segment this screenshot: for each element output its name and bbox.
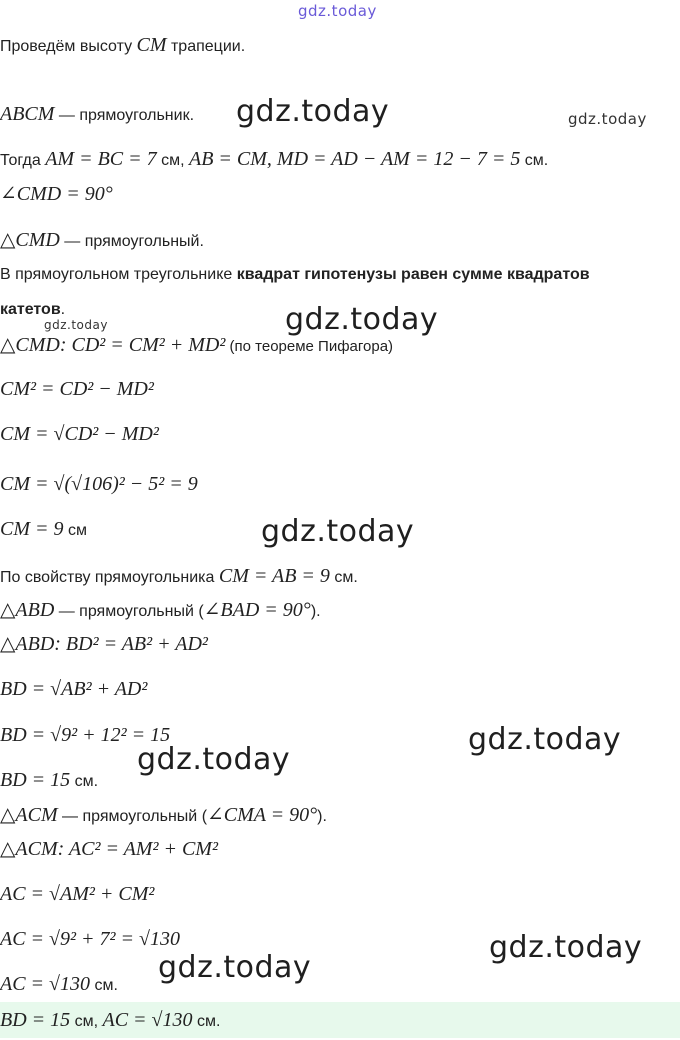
- watermark-large: gdz.today: [137, 742, 291, 777]
- solution-line-13: По свойству прямоугольника CM = AB = 9 см.: [0, 565, 358, 587]
- solution-line-17: BD = √9² + 12² = 15: [0, 724, 171, 746]
- solution-line-20: △ACM: AC² = AM² + CM²: [0, 838, 218, 860]
- solution-line-16: BD = √AB² + AD²: [0, 678, 148, 700]
- solution-line-3: Тогда AM = BC = 7 см, AB = CM, MD = AD − AM = 12 − 7 = 5 см.: [0, 148, 549, 170]
- watermark-large: gdz.today: [158, 950, 312, 985]
- solution-line-9: CM² = CD² − MD²: [0, 378, 154, 400]
- solution-line-18: BD = 15 см.: [0, 769, 99, 791]
- solution-line-6: В прямоугольном треугольнике квадрат гипотенузы равен сумме квадратов: [0, 266, 590, 283]
- solution-line-4: ∠CMD = 90°: [0, 183, 113, 205]
- solution-line-15: △ABD: BD² = AB² + AD²: [0, 633, 208, 655]
- watermark-small: gdz.today: [568, 110, 647, 128]
- solution-line-21: AC = √AM² + CM²: [0, 883, 155, 905]
- watermark-large: gdz.today: [468, 722, 622, 757]
- solution-line-1: Проведём высоту CM трапеции.: [0, 34, 246, 56]
- solution-line-5: △CMD — прямоугольный.: [0, 229, 204, 251]
- solution-line-7: катетов.: [0, 301, 66, 318]
- watermark-large: gdz.today: [261, 514, 415, 549]
- solution-line-23: AC = √130 см.: [0, 973, 118, 995]
- watermark-large: gdz.today: [489, 930, 643, 965]
- solution-line-22: AC = √9² + 7² = √130: [0, 928, 180, 950]
- solution-line-19: △ACM — прямоугольный (∠CMA = 90°).: [0, 804, 327, 826]
- watermark-small: gdz.today: [44, 318, 108, 332]
- solution-line-12: CM = 9 см: [0, 518, 87, 540]
- solution-line-2: ABCM — прямоугольник.: [0, 103, 195, 125]
- watermark-top: gdz.today: [298, 2, 377, 20]
- solution-line-11: CM = √(√106)² − 5² = 9: [0, 473, 198, 495]
- solution-line-10: CM = √CD² − MD²: [0, 423, 159, 445]
- solution-line-14: △ABD — прямоугольный (∠BAD = 90°).: [0, 599, 321, 621]
- watermark-large: gdz.today: [285, 302, 439, 337]
- watermark-large: gdz.today: [236, 94, 390, 129]
- solution-line-8: △CMD: CD² = CM² + MD² (по теореме Пифагора): [0, 334, 394, 356]
- answer-box: BD = 15 см, AC = √130 см.: [0, 1002, 680, 1038]
